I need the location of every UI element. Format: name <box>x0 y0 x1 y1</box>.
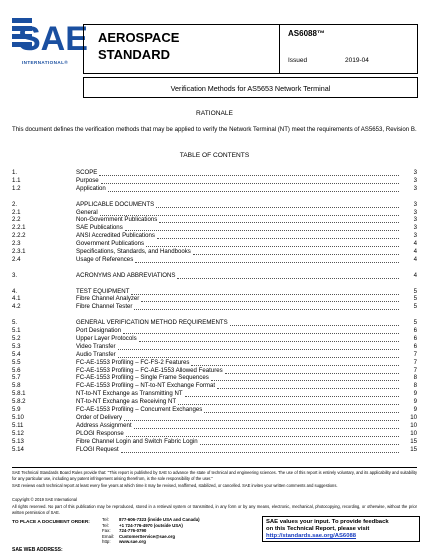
toc-page-number: 4 <box>413 248 417 255</box>
toc-heading: TABLE OF CONTENTS <box>179 152 250 159</box>
toc-number: 2.2 <box>12 216 21 224</box>
toc-leader-dots <box>134 428 399 429</box>
toc-number: 5.2 <box>12 334 21 342</box>
rationale-text: This document defines the verification methods that may be applied to verify the Network Terminal (NT) meet the requirements of AS5653, Revision B. <box>12 126 417 133</box>
toc-row[interactable] <box>0 216 429 224</box>
toc-entry-title: Government Publications <box>76 240 145 248</box>
toc-page-number: 6 <box>413 327 417 334</box>
toc-entry-title: NT-to-NT Exchange as Transmitting NT <box>76 390 183 398</box>
toc-entry-title: FC-AE-1553 Profiling – NT-to-NT Exchange Format <box>76 382 216 390</box>
toc-entry-title: Application <box>76 184 106 192</box>
toc-page-number: 3 <box>413 176 417 184</box>
order-label: TO PLACE A DOCUMENT ORDER: <box>12 520 90 525</box>
toc-number: 4. <box>12 287 18 295</box>
toc-number: 5.8 <box>12 382 21 390</box>
toc-leader-dots <box>211 380 399 381</box>
toc-number: 2.3.1 <box>12 248 26 255</box>
toc-page-number: 6 <box>413 342 417 350</box>
toc-entry-title: NT-to-NT Exchange as Receiving NT <box>76 398 177 406</box>
contact-label: Tel: <box>102 517 109 522</box>
toc-leader-dots <box>118 357 399 358</box>
contact-fax: 724-776-0790 <box>119 528 147 534</box>
footer-divider <box>12 467 417 468</box>
toc-row[interactable] <box>0 201 429 209</box>
toc-entry-title: PLOGI Response <box>76 429 124 437</box>
document-type-title <box>98 29 179 63</box>
contact-website-link[interactable]: www.sae.org <box>119 539 146 545</box>
toc-page-number: 3 <box>413 169 417 176</box>
toc-leader-dots <box>191 365 399 366</box>
toc-page-number: 15 <box>410 437 417 445</box>
document-subtitle: Verification Methods for AS5653 Network Terminal <box>170 84 331 93</box>
toc-entry-title: ACRONYMS AND ABBREVIATIONS <box>76 271 176 279</box>
toc-leader-dots <box>124 420 399 421</box>
toc-entry-title: APPLICABLE DOCUMENTS <box>76 200 155 208</box>
toc-row[interactable] <box>0 288 429 296</box>
toc-number: 2.2.2 <box>12 232 26 240</box>
footer-review-text: SAE reviews each technical report at least every five years at which time it may be revised, reaffirmed, stabilized, or cancelled. SAE invites your written comments and suggestions. <box>12 483 338 488</box>
toc-page-number: 10 <box>410 413 417 421</box>
toc-page-number: 7 <box>413 366 417 374</box>
feedback-link[interactable]: http://standards.sae.org/AS6088 <box>266 533 357 539</box>
toc-leader-dots <box>100 215 399 216</box>
feedback-line-2: on this Technical Report, please visit <box>266 526 370 532</box>
issued-date: 2019-04 <box>345 57 369 64</box>
toc-row[interactable] <box>0 185 429 193</box>
toc-page-number: 3 <box>413 232 417 240</box>
toc-entry-title: Port Designation <box>76 327 122 334</box>
toc-leader-dots <box>177 278 399 279</box>
contact-label: Tel: <box>102 522 109 528</box>
toc-row[interactable] <box>0 248 429 256</box>
toc-entry-title: Usage of References <box>76 255 134 263</box>
toc-entry-title: Specifications, Standards, and Handbooks <box>76 248 191 255</box>
sae-logo <box>10 12 88 72</box>
toc-leader-dots <box>225 373 399 374</box>
web-address-label: SAE WEB ADDRESS: <box>12 547 63 553</box>
toc-page-number: 5 <box>413 295 417 303</box>
toc-number: 5.14 <box>12 445 24 453</box>
toc-row[interactable] <box>0 319 429 327</box>
toc-row[interactable] <box>0 406 429 414</box>
toc-row[interactable] <box>0 359 429 367</box>
toc-page-number: 5 <box>413 287 417 295</box>
title-line-2: STANDARD <box>98 47 170 62</box>
toc-page-number: 3 <box>413 224 417 232</box>
toc-leader-dots <box>217 388 399 389</box>
toc-row[interactable] <box>0 446 429 454</box>
toc-row[interactable] <box>0 272 429 280</box>
contact-label: http: <box>102 539 111 545</box>
toc-row[interactable] <box>0 295 429 303</box>
toc-number: 1.2 <box>12 184 21 192</box>
toc-entry-title: Video Transfer <box>76 342 116 350</box>
toc-row[interactable] <box>0 177 429 185</box>
toc-leader-dots <box>126 436 399 437</box>
toc-number: 5.8.1 <box>12 390 26 398</box>
toc-leader-dots <box>108 191 399 192</box>
toc-leader-dots <box>159 222 399 223</box>
toc-row[interactable] <box>0 327 429 335</box>
toc-number: 1. <box>12 169 18 176</box>
toc-page-number: 3 <box>413 208 417 216</box>
toc-leader-dots <box>141 301 399 302</box>
toc-entry-title: TEST EQUIPMENT <box>76 287 130 295</box>
toc-row[interactable] <box>0 438 429 446</box>
toc-leader-dots <box>178 404 399 405</box>
toc-entry-title: FC-AE-1553 Profiling – Single Frame Sequences <box>76 374 209 382</box>
toc-leader-dots <box>125 230 399 231</box>
toc-leader-dots <box>101 183 399 184</box>
toc-row[interactable] <box>0 335 429 343</box>
toc-number: 5.4 <box>12 350 21 358</box>
footer-rights-text: All rights reserved. No part of this publication may be reproduced, stored in a retrieval system or transmitted, in any form or by any means, electronic, mechanical, photocopying, recording, or otherwise, without the prior written permission of SAE. <box>12 504 417 515</box>
toc-row[interactable] <box>0 256 429 264</box>
toc-page-number: 9 <box>413 398 417 406</box>
toc-entry-title: ANSI Accredited Publications <box>76 232 155 240</box>
contact-label: Fax: <box>102 528 111 534</box>
feedback-text <box>266 519 389 533</box>
toc-page-number: 4 <box>413 271 417 279</box>
toc-row[interactable] <box>0 232 429 240</box>
toc-page-number: 4 <box>413 255 417 263</box>
toc-page-number: 7 <box>413 350 417 358</box>
footer-rules-text: SAE Technical Standards Board Rules provide that: "This report is published by SAE to advance the state of technical and engineering sciences. The use of this report is entirely voluntary, and its applicability and suitability for any particular use, including any patent infringement arising therefrom, is the sole responsibility of the user." <box>12 470 417 481</box>
toc-row[interactable] <box>0 414 429 422</box>
toc-number: 5.11 <box>12 421 24 429</box>
toc-entry-title: SAE Publications <box>76 224 123 232</box>
issued-label: Issued <box>288 57 308 64</box>
toc-leader-dots <box>230 325 399 326</box>
toc-page-number: 4 <box>413 240 417 248</box>
toc-number: 4.2 <box>12 303 21 311</box>
toc-entry-title: Audio Transfer <box>76 350 116 358</box>
toc-row[interactable] <box>0 240 429 248</box>
contact-labels <box>102 517 114 545</box>
toc-leader-dots <box>123 333 399 334</box>
document-number: AS6088™ <box>288 29 325 38</box>
toc-number: 5.1 <box>12 327 21 334</box>
toc-row[interactable] <box>0 351 429 359</box>
toc-number: 5.6 <box>12 366 21 374</box>
title-line-1: AEROSPACE <box>98 30 180 45</box>
toc-number: 3. <box>12 271 18 279</box>
toc-entry-title: Upper Layer Protocols <box>76 334 137 342</box>
contact-values <box>119 517 200 545</box>
toc-page-number: 8 <box>413 374 417 382</box>
toc-leader-dots <box>193 254 399 255</box>
toc-entry-title: Order of Delivery <box>76 413 123 421</box>
toc-page-number: 5 <box>413 319 417 327</box>
toc-entry-title: Address Assignment <box>76 421 132 429</box>
toc-leader-dots <box>200 444 399 445</box>
toc-entry-title: SCOPE <box>76 169 98 176</box>
toc-page-number: 9 <box>413 390 417 398</box>
toc-entry-title: FC-AE-1553 Profiling – FC-FS-2 Features <box>76 358 190 366</box>
toc-row[interactable] <box>0 374 429 382</box>
toc-leader-dots <box>185 396 399 397</box>
toc-page-number: 3 <box>413 184 417 192</box>
toc-entry-title: FLOGI Request <box>76 445 119 453</box>
toc-row[interactable] <box>0 390 429 398</box>
toc-number: 5.5 <box>12 358 21 366</box>
toc-number: 5.8.2 <box>12 398 26 406</box>
sae-logo-icon <box>10 12 88 60</box>
toc-number: 2.4 <box>12 255 21 263</box>
toc-number: 2.2.1 <box>12 224 26 232</box>
toc-entry-title: General <box>76 208 98 216</box>
toc-page-number: 10 <box>410 421 417 429</box>
toc-leader-dots <box>156 207 399 208</box>
toc-number: 5.9 <box>12 406 21 413</box>
toc-entry-title: FC-AE-1553 Profiling – Concurrent Exchanges <box>76 406 203 413</box>
toc-leader-dots <box>99 175 399 176</box>
toc-entry-title: FC-AE-1553 Profiling – FC-AE-1553 Allowed Features <box>76 366 223 374</box>
feedback-line-1: SAE values your input. To provide feedback <box>266 519 389 525</box>
toc-row[interactable] <box>0 303 429 311</box>
toc-entry-title: Fibre Channel Tester <box>76 303 133 311</box>
toc-page-number: 9 <box>413 406 417 413</box>
toc-number: 5.13 <box>12 437 24 445</box>
toc-page-number: 15 <box>410 445 417 453</box>
toc-entry-title: GENERAL VERIFICATION METHOD REQUIREMENTS <box>76 319 228 327</box>
toc-leader-dots <box>146 246 399 247</box>
toc-row[interactable] <box>0 422 429 430</box>
toc-page-number: 6 <box>413 334 417 342</box>
toc-leader-dots <box>157 238 399 239</box>
contact-email-link[interactable]: CustomerService@sae.org <box>119 533 176 539</box>
copyright-text: Copyright © 2019 SAE International <box>12 497 77 502</box>
toc-number: 2.3 <box>12 240 21 248</box>
toc-entry-title: Non-Government Publications <box>76 216 158 224</box>
toc-number: 5.12 <box>12 429 24 437</box>
toc-page-number: 3 <box>413 216 417 224</box>
toc-number: 1.1 <box>12 176 21 184</box>
toc-row[interactable] <box>0 398 429 406</box>
contact-phone-intl: +1 724-776-4970 (outside USA) <box>119 522 183 528</box>
toc-leader-dots <box>135 262 399 263</box>
toc-entry-title: Fibre Channel Login and Switch Fabric Login <box>76 437 198 445</box>
toc-page-number: 10 <box>410 429 417 437</box>
toc-row[interactable] <box>0 382 429 390</box>
toc-entry-title: Purpose <box>76 176 99 184</box>
toc-leader-dots <box>139 341 399 342</box>
toc-page-number: 8 <box>413 382 417 390</box>
toc-row[interactable] <box>0 430 429 438</box>
toc-number: 4.1 <box>12 295 21 303</box>
toc-leader-dots <box>204 412 399 413</box>
toc-number: 5.7 <box>12 374 21 382</box>
toc-number: 2. <box>12 200 18 208</box>
toc-leader-dots <box>118 349 399 350</box>
toc-row[interactable] <box>0 209 429 217</box>
rationale-heading: RATIONALE <box>196 110 233 117</box>
toc-number: 5.10 <box>12 413 24 421</box>
toc-page-number: 7 <box>413 358 417 366</box>
toc-leader-dots <box>121 452 399 453</box>
toc-number: 5.3 <box>12 342 21 350</box>
toc-entry-title: Fibre Channel Analyzer <box>76 295 140 303</box>
contact-phone-domestic: 877-606-7323 (inside USA and Canada) <box>119 517 200 522</box>
toc-row[interactable] <box>0 343 429 351</box>
logo-letters: SAE <box>18 20 88 58</box>
toc-leader-dots <box>134 309 399 310</box>
toc-page-number: 3 <box>413 200 417 208</box>
toc-row[interactable] <box>0 367 429 375</box>
toc-row[interactable] <box>0 169 429 177</box>
logo-subtext: INTERNATIONAL® <box>21 60 69 65</box>
toc-row[interactable] <box>0 224 429 232</box>
toc-leader-dots <box>131 294 399 295</box>
toc-page-number: 5 <box>413 303 417 311</box>
toc-number: 2.1 <box>12 208 21 216</box>
toc-number: 5. <box>12 319 18 327</box>
contact-label: Email: <box>102 533 115 539</box>
